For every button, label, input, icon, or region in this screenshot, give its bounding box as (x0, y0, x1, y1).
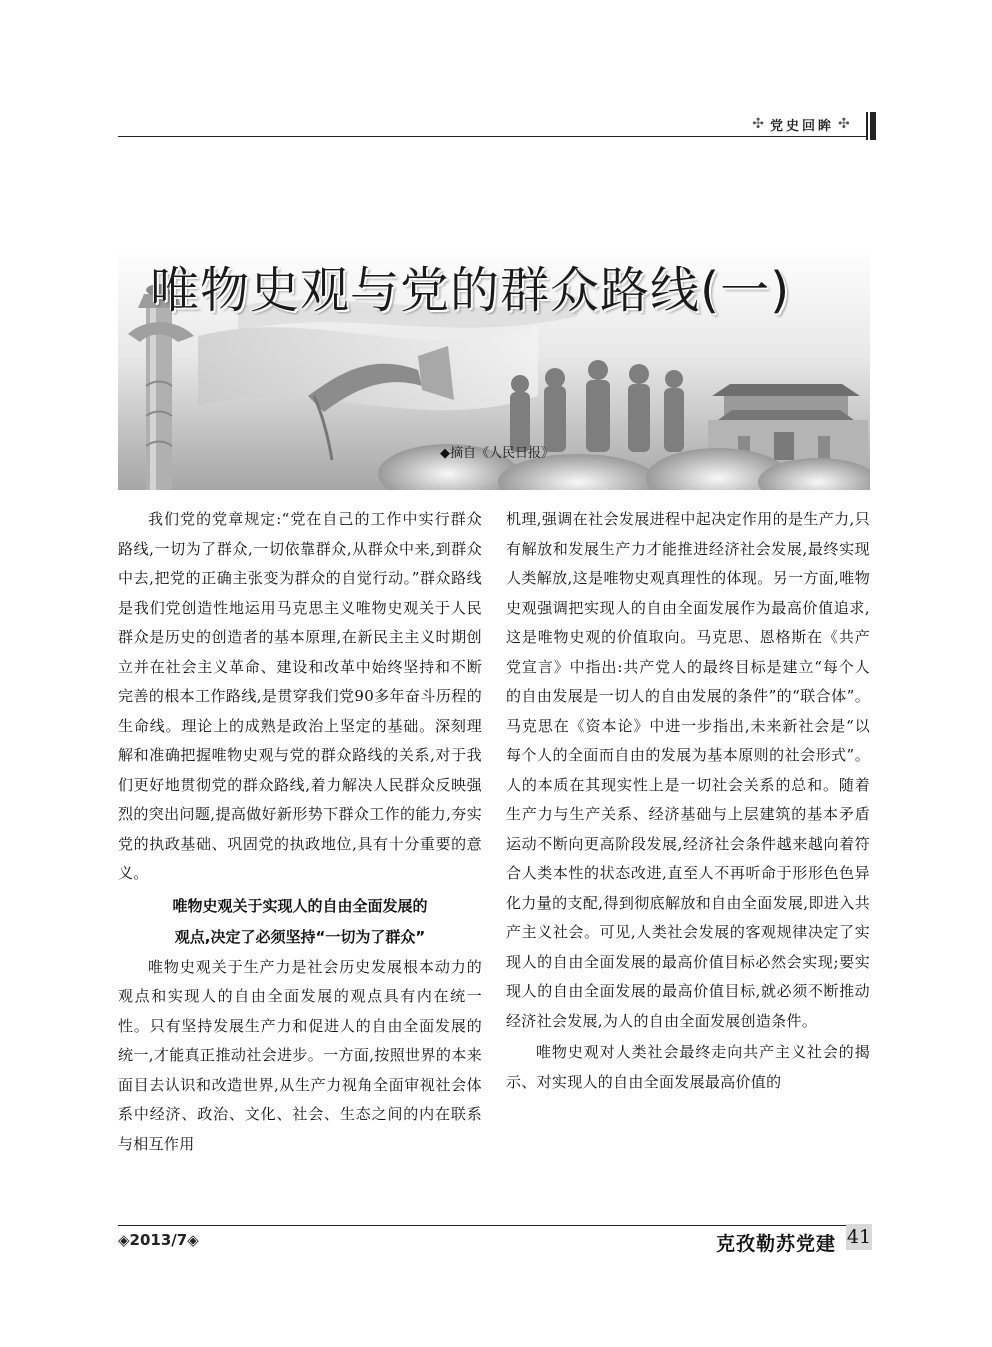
section-tag (738, 113, 864, 135)
paragraph-intro: 我们党的党章规定:“党在自己的工作中实行群众路线,一切为了群众,一切依靠群众,从群众中来,到群众中去,把党的正确主张变为群众的自觉行动。”群众路线是我们党创造性地运用马克思主义唯物史观关于人民群众是历史的创造者的基本原理,在新民主主义时期创立并在社会主义革命、建设和改革中始终坚持和不断完善的根本工作路线,是贯穿我们党90多年奋斗历程的生命线。理论上的成熟是政治上坚定的基础。深刻理解和准确把握唯物史观与党的群众路线的关系,对于我们更好地贯彻党的群众路线,着力解决人民群众反映强烈的突出问题,提高做好新形势下群众工作的能力,夯实党的执政基础、巩固党的执政地位,具有十分重要的意义。 (118, 510, 482, 882)
footer-rule (118, 1225, 870, 1226)
paragraph-last: 唯物史观对人类社会最终走向共产主义社会的揭示、对实现人的自由全面发展最高价值的 (506, 1043, 870, 1091)
issue-date: ◈2013/7◈ (118, 1231, 199, 1249)
ornament-left-icon: ✣ (752, 116, 764, 132)
ornament-right-icon: ✣ (838, 116, 850, 132)
section-subheading-line-2: 观点,决定了必须坚持“一切为了群众” (174, 927, 426, 946)
paragraph-continued: 机理,强调在社会发展进程中起决定作用的是生产力,只有解放和发展生产力才能推进经济社会发展,最终实现人类解放,这是唯物史观真理性的体现。另一方面,唯物史观强调把实现人的自由全面发展作为最高价值追求,这是唯物史观的价值取向。马克思、恩格斯在《共产党宣言》中指出:共产党人的最终目标是建立“每个人的自由发展是一切人的自由发展的条件”的“联合体”。马克思在《资本论》中进一步指出,未来新社会是“以每个人的全面而自由的发展为基本原则的社会形式”。人的本质在其现实性上是一切社会关系的总和。随着生产力与生产关系、经济基础与上层建筑的基本矛盾运动不断向更高阶段发展,经济社会条件越来越向着符合人类本性的状态改进,直至人不再听命于形形色色异化力量的支配,得到彻底解放和自由全面发展,即进入共产主义社会。可见,人类社会发展的客观规律决定了实现人的自由全面发展的最高价值目标必然会实现;要实现人的自由全面发展的最高价值目标,就必须不断推动经济社会发展,为人的自由全面发展创造条件。 (506, 510, 870, 1030)
header-bars-decoration (866, 112, 878, 140)
left-column (118, 505, 482, 1159)
article-source: ◆摘自《人民日报》 (440, 446, 554, 461)
article-title: 唯物史观与党的群众路线(一) (150, 262, 791, 319)
magazine-name: 克孜勒苏党建 (716, 1233, 837, 1255)
section-subheading-line-1: 唯物史观关于实现人的自由全面发展的 (172, 896, 428, 915)
page-number: 41 (846, 1226, 872, 1248)
header-rule (118, 136, 866, 137)
right-column (506, 505, 870, 1097)
section-tag-label: 党史回眸 (769, 118, 834, 134)
paragraph-section-1: 唯物史观关于生产力是社会历史发展根本动力的观点和实现人的自由全面发展的观点具有内在统一性。只有坚持发展生产力和促进人的自由全面发展的统一,才能真正推动社会进步。一方面,按照世界的本来面目去认识和改造世界,从生产力视角全面审视社会体系中经济、政治、文化、社会、生态之间的内在联系与相互作用 (118, 957, 482, 1153)
